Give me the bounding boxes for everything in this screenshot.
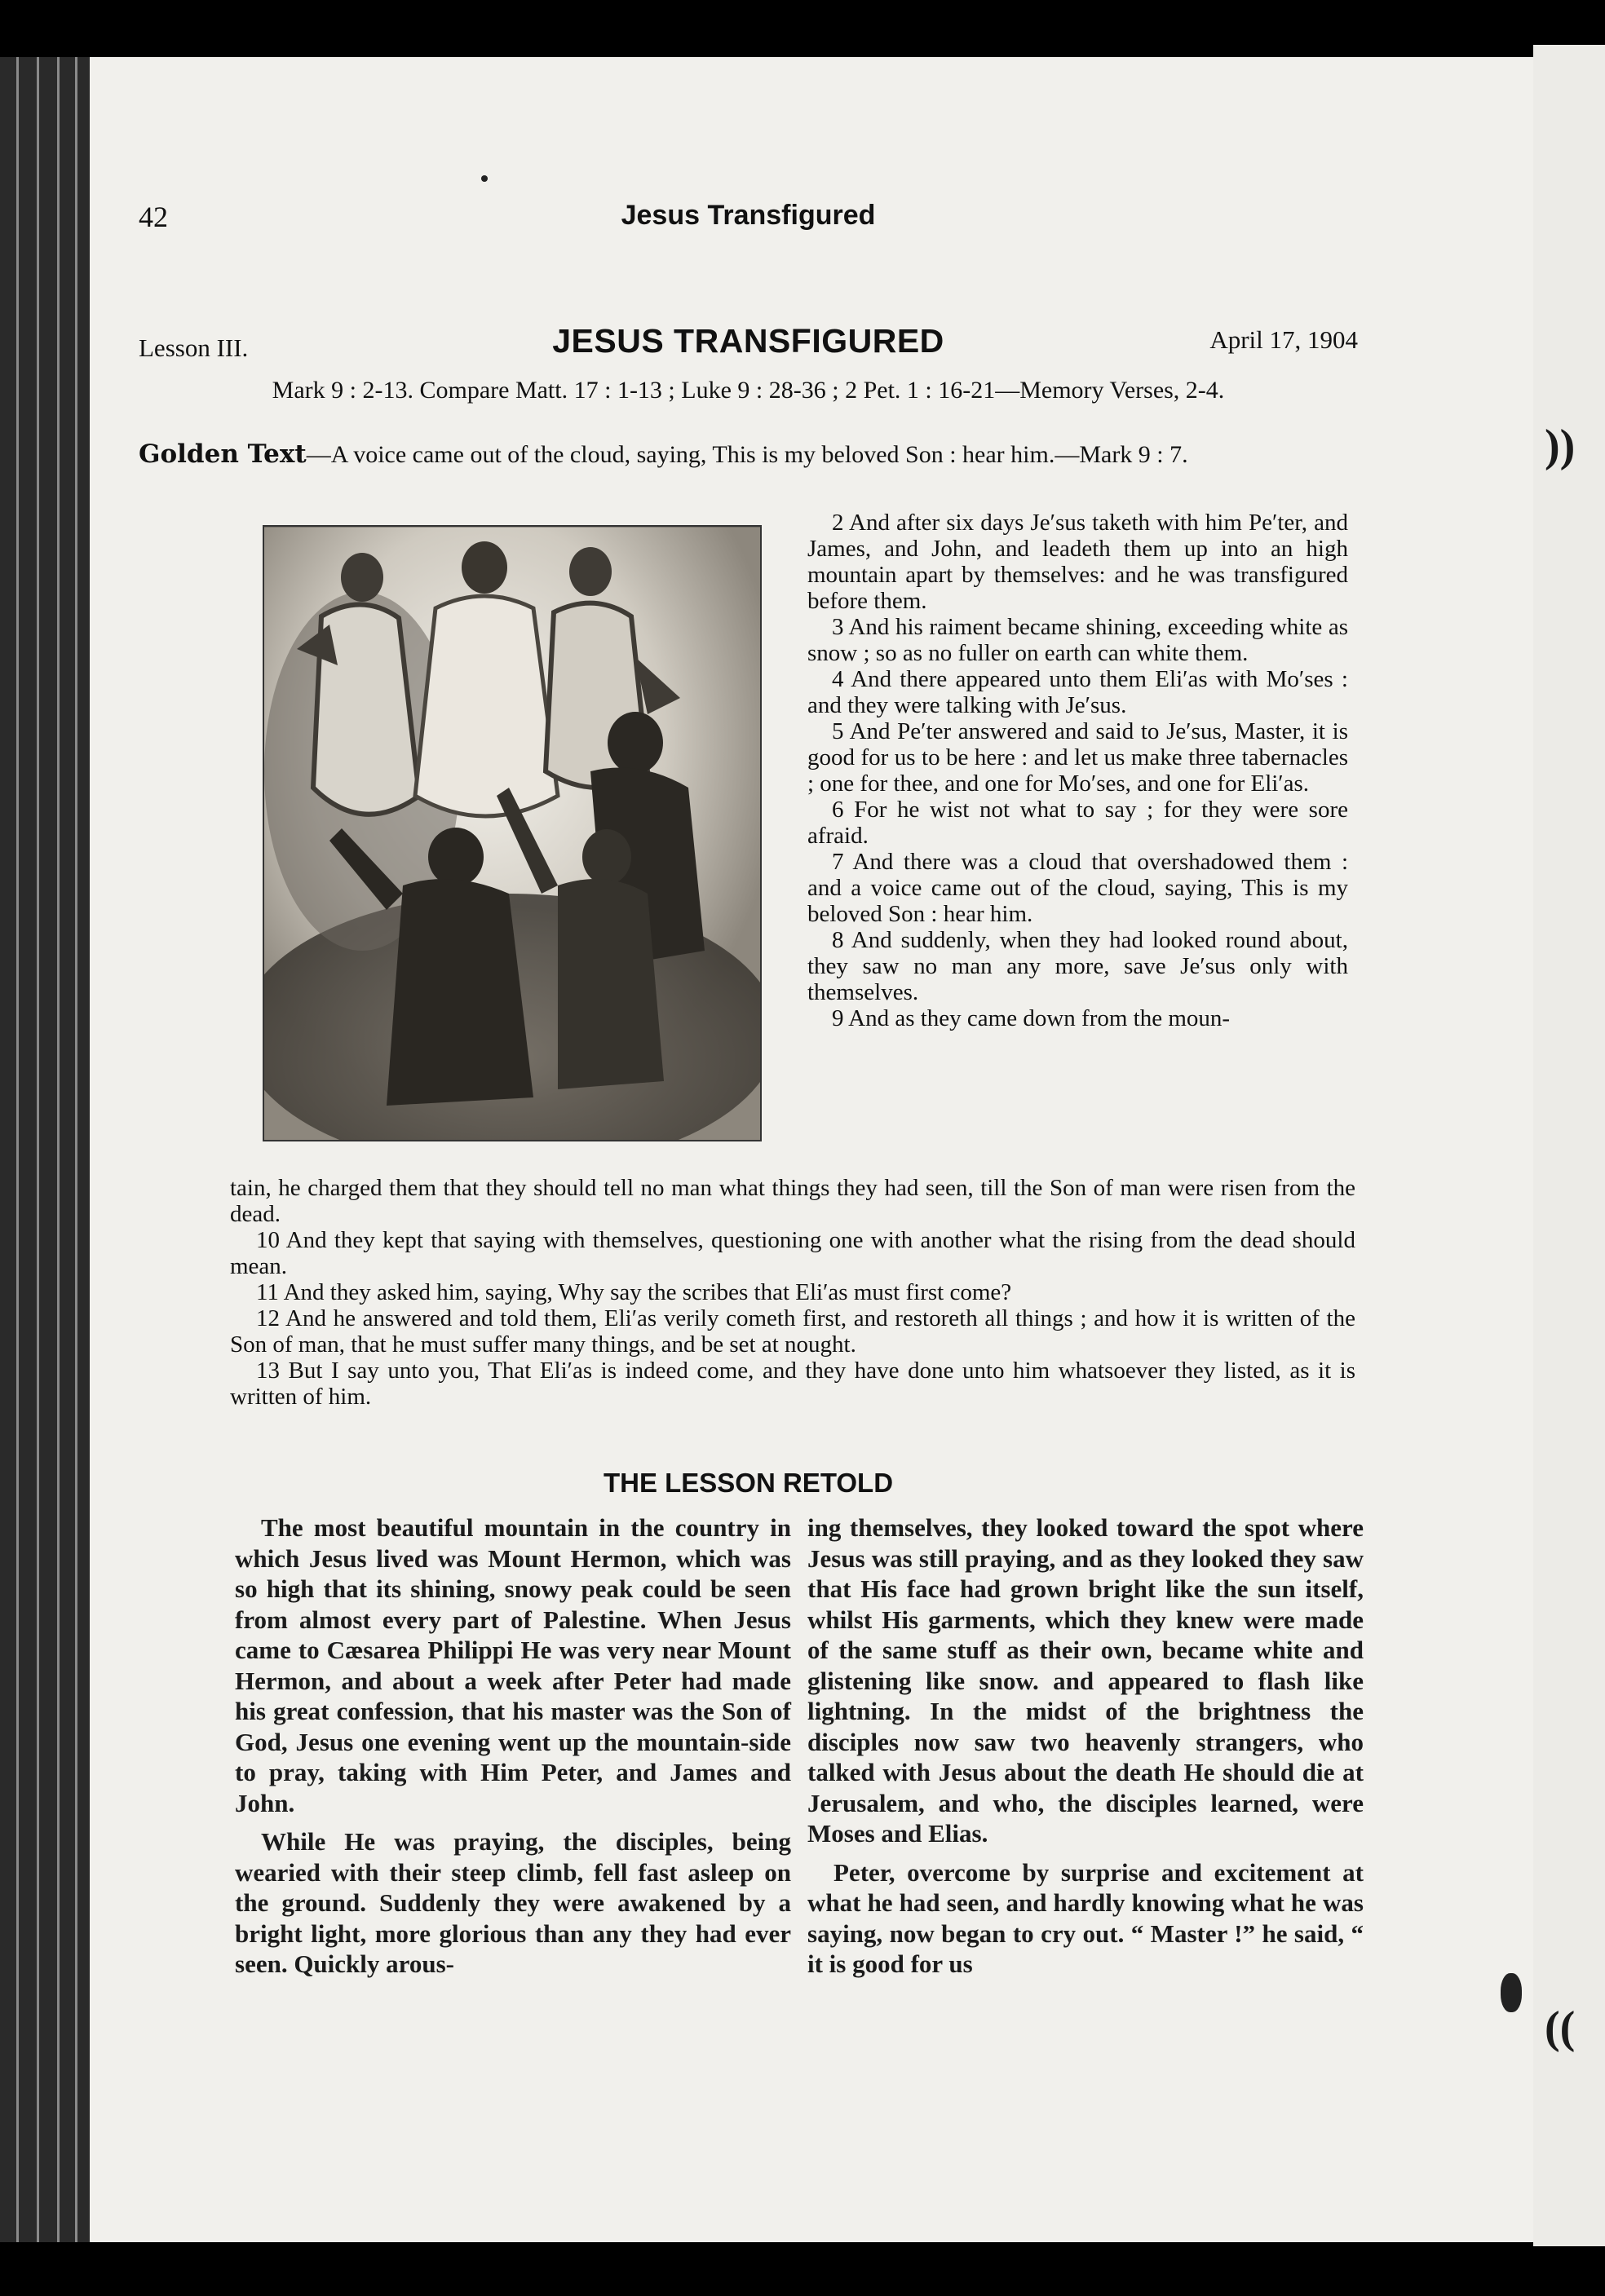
verse: 9 And as they came down from the moun- (832, 1005, 1231, 1031)
verse: 5 And Pe′ter answered and said to Je′sus, Master, it is good for us to be here : and let us make three tabernacles ; one for thee, and one for Mo′ses, and one for Eli′as. (807, 718, 1348, 797)
verse: 10 And they kept that saying with themselves, questioning one with another what the rising from the dead should mean. (230, 1227, 1355, 1279)
page-edge-line (37, 57, 39, 2242)
paragraph: ing themselves, they looked toward the spot where Jesus was still praying, and as they looked they saw that His face had grown bright like the sun itself, whilst His garments, which they knew were made of the same stuff as their own, became white and glistening like snow. and appeared to flash like lightning. In the midst of the brightness the disciples now saw two heavenly strangers, who talked with Jesus about the death He should die at Jerusalem, and who, the disciples learned, were Moses and Elias. (807, 1513, 1364, 1848)
paragraph: Peter, overcome by surprise and excitement at what he had seen, and hardly knowing what he was saying, now began to cry out. “ Master !” he said, “ it is good for us (807, 1857, 1364, 1978)
book-binding (0, 57, 90, 2242)
verse: 13 But I say unto you, That Eli′as is indeed come, and they have done unto him whatsoever they listed, as it is written of him. (230, 1358, 1355, 1410)
print-blot (1501, 1973, 1522, 2012)
verse: 11 And they asked him, saying, Why say the scribes that Eli′as must first come? (256, 1279, 1012, 1305)
paragraph: The most beautiful mountain in the country in which Jesus lived was Mount Hermon, which was so high that its shining, snowy peak could be seen from almost every part of Palestine. When Jesus came to Cæsarea Philippi He was very near Mount Hermon, and about a week after Peter had made his great confession, that his master was the Son of God, Jesus one evening went up the mountain-side to pray, taking with Him Peter, and James and John. (235, 1513, 791, 1817)
paragraph: While He was praying, the disciples, being wearied with their steep climb, fell fast asleep on the ground. Suddenly they were awakened by a bright light, more glorious than any they had ever seen. Quickly arous- (235, 1827, 791, 1978)
page-number: 42 (139, 201, 168, 233)
verse: 12 And he answered and told them, Eli′as verily cometh first, and restoreth all things ; and how it is written of the Son of man, that he must suffer many things, and be set at nought. (230, 1305, 1355, 1358)
page-edge-line (75, 57, 77, 2242)
running-header (139, 200, 1358, 249)
edge-mark-bottom: (( (1545, 2002, 1576, 2053)
scripture-verses-column (807, 510, 1348, 1031)
golden-text (139, 440, 1358, 469)
verse: 3 And his raiment became shining, exceeding white as snow ; so as no fuller on earth can white them. (807, 614, 1348, 666)
golden-text-body: —A voice came out of the cloud, saying, This is my beloved Son : hear him.—Mark 9 : 7. (306, 441, 1188, 468)
edge-mark-top: )) (1545, 421, 1576, 471)
golden-text-label: Golden Text (139, 439, 307, 469)
running-title: Jesus Transfigured (621, 200, 876, 231)
lesson-label: Lesson III. (139, 333, 249, 362)
verse: 6 For he wist not what to say ; for they were sore afraid. (807, 797, 1348, 849)
retold-column-right (807, 1512, 1364, 1988)
lesson-date: April 17, 1904 (1209, 325, 1358, 354)
facing-page-edge (1533, 45, 1605, 2246)
lesson-title: JESUS TRANSFIGURED (552, 322, 944, 360)
scripture-reference: Mark 9 : 2-13. Compare Matt. 17 : 1-13 ; Luke 9 : 28-36 ; 2 Pet. 1 : 16-21—Memory Verses, 2-4. (272, 377, 1225, 404)
verse: 8 And suddenly, when they had looked round about, they saw no man any more, save Je′sus only with themselves. (807, 927, 1348, 1005)
verse: 2 And after six days Je′sus taketh with him Pe′ter, and James, and John, and leadeth them up into an high mountain apart by themselves: and he was transfigured before them. (807, 510, 1348, 614)
transfiguration-illustration (263, 525, 762, 1141)
retold-column-left (235, 1512, 791, 1988)
print-speck (481, 175, 488, 182)
verse: tain, he charged them that they should tell no man what things they had seen, till the Son of man were risen from the dead. (230, 1175, 1355, 1227)
verse: 4 And there appeared unto them Eli′as with Mo′ses : and they were talking with Je′sus. (807, 666, 1348, 718)
page-edge-line (16, 57, 19, 2242)
section-heading: THE LESSON RETOLD (603, 1468, 894, 1498)
verse: 7 And there was a cloud that overshadowed them : and a voice came out of the cloud, saying, This is my beloved Son : hear him. (807, 849, 1348, 927)
scripture-verses-full-width (230, 1175, 1355, 1410)
lesson-heading (139, 322, 1358, 371)
illustration-engraving (264, 527, 760, 1140)
page-edge-line (57, 57, 60, 2242)
